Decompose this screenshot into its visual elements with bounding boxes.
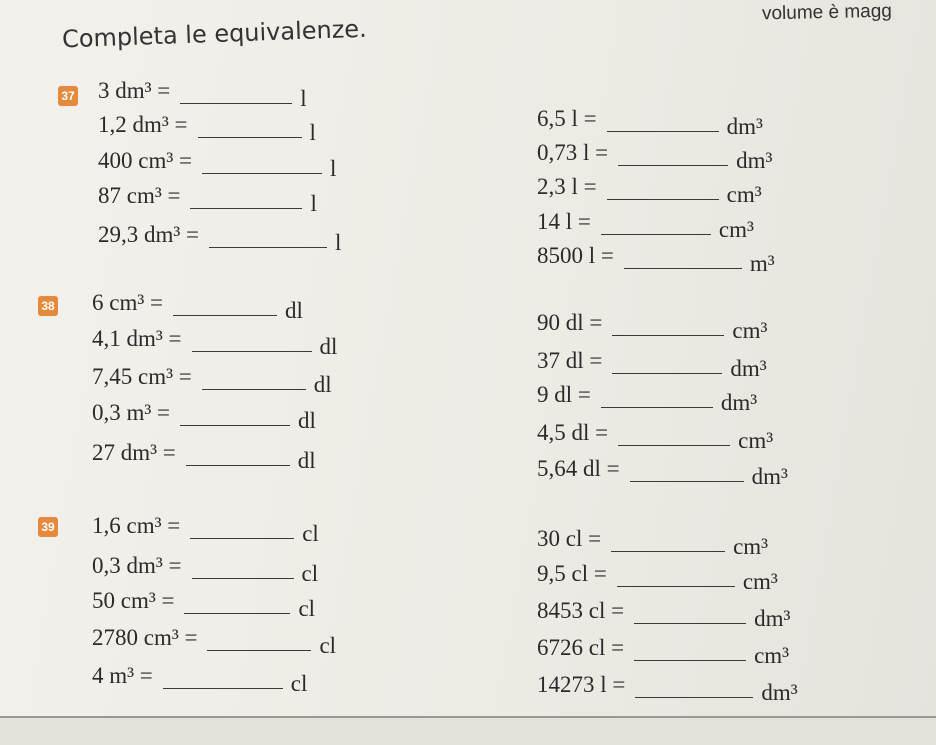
answer-blank[interactable] — [607, 198, 719, 200]
equivalence-row — [537, 420, 774, 453]
equivalence-row — [537, 348, 767, 381]
answer-blank[interactable] — [630, 480, 744, 482]
equivalence-row — [537, 635, 790, 668]
equivalence-expression: 8500 l = — [537, 243, 614, 268]
target-unit: dl — [319, 334, 338, 359]
answer-blank[interactable] — [192, 577, 294, 579]
equivalence-expression: 9,5 cl = — [537, 561, 607, 586]
equivalence-expression: 37 dl = — [537, 348, 603, 373]
equivalence-row — [98, 112, 316, 145]
equivalence-expression: 0,73 l = — [537, 140, 609, 165]
answer-blank[interactable] — [173, 314, 277, 316]
target-unit: l — [335, 230, 342, 255]
target-unit: cl — [298, 596, 316, 621]
answer-blank[interactable] — [611, 550, 725, 552]
answer-blank[interactable] — [198, 136, 302, 138]
equivalence-row — [98, 222, 342, 255]
answer-blank[interactable] — [209, 246, 327, 248]
answer-blank[interactable] — [202, 388, 306, 390]
target-unit: l — [300, 86, 307, 111]
equivalence-expression: 14273 l = — [537, 672, 626, 697]
equivalence-row — [92, 553, 319, 586]
equivalence-row — [537, 526, 769, 559]
equivalence-expression: 4,1 dm³ = — [92, 326, 182, 351]
answer-blank[interactable] — [207, 649, 311, 651]
answer-blank[interactable] — [601, 233, 711, 235]
equivalence-row — [537, 561, 778, 594]
equivalence-row — [92, 625, 337, 658]
equivalence-expression: 1,2 dm³ = — [98, 112, 188, 137]
equivalence-expression: 6,5 l = — [537, 106, 597, 131]
equivalence-row — [92, 440, 316, 473]
equivalence-row — [537, 310, 768, 343]
answer-blank[interactable] — [618, 444, 730, 446]
equivalence-row — [98, 78, 307, 111]
equivalence-row — [537, 672, 798, 705]
answer-blank[interactable] — [612, 334, 724, 336]
equivalence-row — [537, 174, 762, 207]
answer-blank[interactable] — [180, 102, 292, 104]
equivalence-expression: 87 cm³ = — [98, 183, 181, 208]
header-text: volume è magg — [761, 0, 893, 25]
target-unit: l — [309, 120, 316, 145]
equivalence-expression: 6726 cl = — [537, 635, 625, 660]
equivalence-row — [537, 243, 775, 276]
target-unit: dm³ — [736, 148, 773, 173]
equivalence-row — [98, 148, 337, 181]
equivalence-expression: 1,6 cm³ = — [92, 513, 181, 538]
answer-blank[interactable] — [163, 687, 283, 689]
target-unit: cm³ — [732, 318, 768, 343]
answer-blank[interactable] — [634, 622, 746, 624]
equivalence-row — [537, 382, 758, 415]
target-unit: cm³ — [742, 569, 778, 594]
answer-blank[interactable] — [634, 659, 746, 661]
answer-blank[interactable] — [607, 130, 719, 132]
equivalence-expression: 400 cm³ = — [98, 148, 192, 173]
answer-blank[interactable] — [624, 267, 742, 269]
exercise-number-badge: 38 — [38, 296, 58, 316]
answer-blank[interactable] — [618, 164, 728, 166]
equivalence-expression: 8453 cl = — [537, 598, 625, 623]
equivalence-row — [92, 513, 319, 546]
equivalence-expression: 7,45 cm³ = — [92, 364, 192, 389]
equivalence-row — [92, 663, 308, 696]
equivalence-expression: 6 cm³ = — [92, 290, 163, 315]
equivalence-row — [92, 588, 316, 621]
equivalence-expression: 0,3 m³ = — [92, 400, 171, 425]
answer-blank[interactable] — [186, 464, 290, 466]
answer-blank[interactable] — [190, 537, 294, 539]
target-unit: cm³ — [726, 182, 762, 207]
equivalence-row — [537, 140, 773, 173]
equivalence-expression: 30 cl = — [537, 526, 602, 551]
target-unit: dl — [313, 372, 332, 397]
target-unit: cm³ — [733, 534, 769, 559]
target-unit: dm³ — [726, 114, 763, 139]
equivalence-expression: 90 dl = — [537, 310, 603, 335]
equivalence-expression: 27 dm³ = — [92, 440, 176, 465]
target-unit: cm³ — [738, 428, 774, 453]
page-bottom-strip — [0, 718, 936, 745]
exercise-title: Completa le equivalenze. — [61, 14, 368, 54]
target-unit: cm³ — [754, 643, 790, 668]
target-unit: l — [310, 191, 317, 216]
answer-blank[interactable] — [184, 612, 290, 614]
answer-blank[interactable] — [617, 585, 735, 587]
target-unit: dm³ — [754, 606, 791, 631]
equivalence-expression: 4 m³ = — [92, 663, 153, 688]
equivalence-row — [537, 456, 788, 489]
equivalence-row — [98, 183, 317, 216]
target-unit: dl — [297, 448, 316, 473]
target-unit: m³ — [749, 251, 775, 276]
equivalence-expression: 2780 cm³ = — [92, 625, 198, 650]
answer-blank[interactable] — [192, 350, 312, 352]
equivalence-expression: 29,3 dm³ = — [98, 222, 200, 247]
equivalence-expression: 14 l = — [537, 209, 591, 234]
equivalence-expression: 3 dm³ = — [98, 78, 171, 103]
answer-blank[interactable] — [635, 696, 753, 698]
equivalence-expression: 2,3 l = — [537, 174, 597, 199]
answer-blank[interactable] — [612, 372, 722, 374]
target-unit: cl — [301, 561, 319, 586]
target-unit: cm³ — [718, 217, 754, 242]
equivalence-row — [537, 209, 754, 242]
target-unit: dm³ — [761, 680, 798, 705]
equivalence-expression: 5,64 dl = — [537, 456, 620, 481]
target-unit: cl — [319, 633, 337, 658]
exercise-number-badge: 37 — [58, 86, 78, 106]
target-unit: dl — [284, 298, 303, 323]
equivalence-row — [92, 400, 316, 433]
equivalence-row — [92, 290, 303, 323]
answer-blank[interactable] — [180, 424, 290, 426]
equivalence-row — [537, 598, 791, 631]
target-unit: cl — [290, 671, 308, 696]
equivalence-expression: 4,5 dl = — [537, 420, 609, 445]
equivalence-expression: 0,3 dm³ = — [92, 553, 182, 578]
target-unit: cl — [302, 521, 319, 546]
equivalence-expression: 9 dl = — [537, 382, 591, 407]
equivalence-row — [92, 364, 332, 397]
target-unit: dm³ — [720, 390, 758, 415]
target-unit: dm³ — [730, 356, 767, 381]
answer-blank[interactable] — [190, 207, 302, 209]
exercise-number-badge: 39 — [38, 517, 58, 537]
equivalence-row — [537, 106, 763, 139]
equivalence-row — [92, 326, 338, 359]
target-unit: l — [329, 156, 337, 181]
equivalence-expression: 50 cm³ = — [92, 588, 175, 613]
target-unit: dl — [298, 408, 316, 433]
target-unit: dm³ — [751, 464, 788, 489]
answer-blank[interactable] — [202, 172, 322, 174]
answer-blank[interactable] — [601, 406, 713, 408]
